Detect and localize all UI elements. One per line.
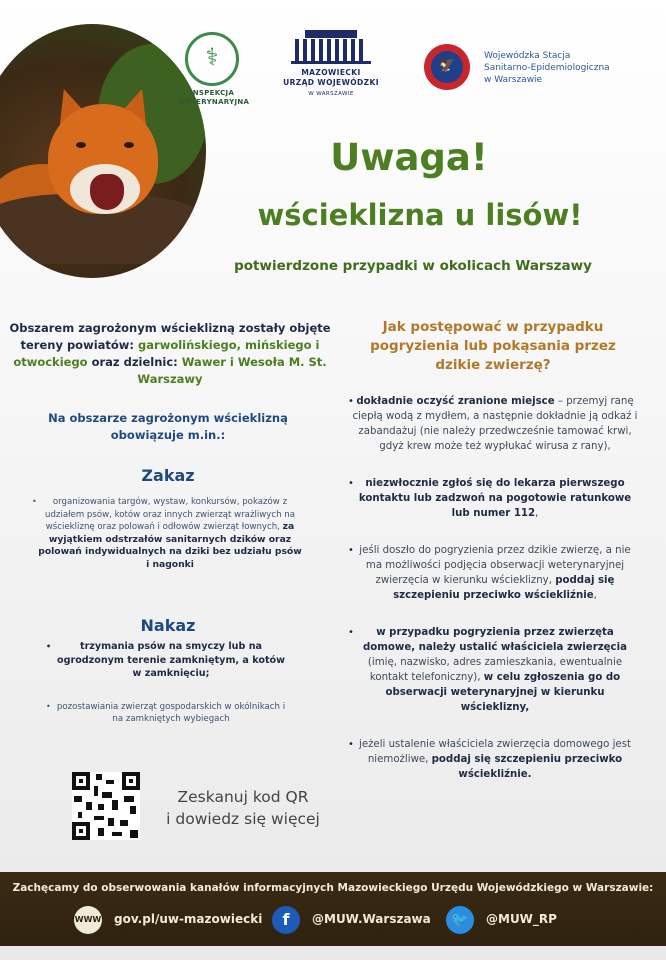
twitter-link[interactable]: @MUW_RP xyxy=(486,912,557,926)
qr-line1: Zeskanuj kod QR xyxy=(177,788,309,806)
vet-logo-line2: WETERYNARYJNA xyxy=(178,98,250,106)
vet-logo-line1: INSPEKCJA xyxy=(189,89,235,97)
headline-warning: Uwaga! xyxy=(330,136,488,179)
list-item: • pozostawiania zwierząt gospodarskich w okólnikach i na zamkniętych wybiegach xyxy=(46,701,286,724)
twitter-icon: 🐦 xyxy=(446,906,474,934)
muw-logo-line3: W WARSZAWIE xyxy=(308,91,354,97)
caduceus-icon: ⚕ xyxy=(205,43,219,71)
step4-bold2: w celu zgłoszenia go do obserwacji weterynaryjnej w kierunku wścieklizny, xyxy=(385,672,621,713)
muw-logo xyxy=(280,30,382,97)
facebook-icon: f xyxy=(272,906,300,934)
threatened-area-text xyxy=(4,320,336,388)
ban-list xyxy=(32,496,302,571)
sanepid-line3: w Warszawie xyxy=(484,75,543,85)
footer-banner xyxy=(0,872,666,946)
list-item: • trzymania psów na smyczy lub na ogrodzonym terenie zamkniętym, a kotów w zamknięciu; xyxy=(46,641,285,679)
order-item1: trzymania psów na smyczy lub na ogrodzonym terenie zamkniętym, a kotów w zamknięciu; xyxy=(57,641,285,679)
step1-text: – przemyj ranę ciepłą wodą z mydłem, a następnie dokładnie ją odkaź i zabandażuj (nie należy przedwcześnie tamować krwi, gdyż krew może też wypłukać wirusa z rany), xyxy=(352,396,638,452)
intro-districts: Wawer i Wesoła M. St. Warszawy xyxy=(137,355,327,386)
sanepid-line1: Wojewódzka Stacja xyxy=(484,51,571,61)
ban-exception: za wyjątkiem odstrzałów sanitarnych dzików oraz polowań indywidualnych na dziki bez udziału psów i nagonki xyxy=(38,521,302,570)
qr-code[interactable] xyxy=(72,772,140,840)
building-icon xyxy=(291,30,371,64)
step5-text: jeżeli ustalenie właściciela zwierzęcia domowego jest niemożliwe, xyxy=(358,739,631,765)
sanepid-line2: Sanitarno-Epidemiologiczna xyxy=(484,63,610,73)
sanepid-name xyxy=(484,50,634,86)
sanepid-logo xyxy=(424,44,470,90)
step3-end: , xyxy=(593,590,597,601)
order-heading: Nakaz xyxy=(140,616,196,635)
headline-rabies: wścieklizna u lisów! xyxy=(257,198,583,232)
intro-part1: Obszarem zagrożonym wścieklizną zostały objęte tereny powiatów: xyxy=(9,321,331,352)
step3-bold: poddaj się szczepieniu przeciwko wściekliźnie xyxy=(393,575,615,601)
step2-bold: niezwłocznie zgłoś się do lekarza pierwszego kontaktu lub zadzwoń na pogotowie ratunkowe lub numer 112 xyxy=(358,478,632,519)
eagle-icon: 🦅 xyxy=(438,57,456,73)
fox-photo xyxy=(0,24,206,278)
ban-text: organizowania targów, wystaw, konkursów, pokazów z udziałem psów, kotów oraz innych zwierząt wrażliwych na wściekliznę oraz polowań i odłowów zwierząt łownych, xyxy=(45,497,295,532)
qr-line2: i dowiedz się więcej xyxy=(166,810,320,828)
ban-heading: Zakaz xyxy=(141,466,195,485)
step5-bold: poddaj się szczepieniu przeciwko wściekliźnie. xyxy=(431,754,623,780)
intro-part3: oraz dzielnic: xyxy=(87,355,182,369)
step4-bold1: w przypadku pogryzienia przez zwierzęta domowe, należy ustalić właściciela zwierzęcia xyxy=(363,627,627,653)
subtitle: potwierdzone przypadki w okolicach Warszawy xyxy=(234,258,592,274)
list-item: • jeżeli ustalenie właściciela zwierzęcia domowego jest niemożliwe, poddaj się szczepieniu przeciwko wściekliźnie. xyxy=(348,739,631,780)
list-item: • jeśli doszło do pogryzienia przez dzikie zwierzę, a nie ma możliwości podjęcia obserwacji weterynaryjnej zwierzęcia w kierunku wścieklizny, poddaj się szczepieniu przeciwko wściekliźnie, xyxy=(348,545,631,601)
list-item: • w przypadku pogryzienia przez zwierzęta domowe, należy ustalić właściciela zwierzęcia (imię, nazwisko, adres zamieszkania, ewentualnie kontakt telefoniczny), w celu zgłoszenia go do obserwacji weterynaryjnej w kierunku wścieklizny, xyxy=(348,627,627,713)
facebook-link[interactable]: @MUW.Warszawa xyxy=(312,912,431,926)
order-list xyxy=(46,640,290,726)
veterinary-inspection-logo xyxy=(178,32,250,107)
step2-text: , xyxy=(535,508,539,519)
step4-text: (imię, nazwisko, adres zamieszkania, ewentualnie kontakt telefoniczny), xyxy=(367,657,623,683)
qr-caption xyxy=(160,786,326,830)
step1-bold: dokładnie oczyść zranione miejsce xyxy=(356,396,555,407)
muw-logo-line1: MAZOWIECKI xyxy=(301,68,361,77)
order-item2: pozostawiania zwierząt gospodarskich w okólnikach i na zamkniętych wybiegach xyxy=(56,701,286,724)
list-item: • dokładnie oczyść zranione miejsce – przemyj ranę ciepłą wodą z mydłem, a następnie dokładnie ją odkaź i zabandażuj (nie należy przedwcześnie tamować krwi, gdyż krew może też wypłukać wirusa z rany), xyxy=(348,396,638,452)
step3-text: jeśli doszło do pogryzienia przez dzikie zwierzę, a nie ma możliwości podjęcia obserwacji weterynaryjnej zwierzęcia w kierunku wścieklizny, xyxy=(359,545,631,586)
bite-instructions-heading: Jak postępować w przypadku pogryzienia lub pokąsania przez dzikie zwierzę? xyxy=(370,319,616,373)
footer-lead: Zachęcamy do obserwowania kanałów informacyjnych Mazowieckiego Urzędu Wojewódzkiego w Warszawie: xyxy=(12,882,654,894)
list-item: • organizowania targów, wystaw, konkursów, pokazów z udziałem psów, kotów oraz innych zwierząt wrażliwych na wściekliznę oraz polowań i odłowów zwierząt łownych, za wyjątkiem odstrzałów sanitarnych dzików oraz polowań indywidualnych na dziki bez udziału psów i nagonki xyxy=(32,497,302,570)
intro-counties: garwolińskiego, mińskiego i otwockiego xyxy=(13,338,320,369)
list-item: • niezwłocznie zgłoś się do lekarza pierwszego kontaktu lub zadzwoń na pogotowie ratunkowe lub numer 112, xyxy=(348,478,632,519)
obligations-lead: Na obszarze zagrożonym wścieklizną obowiązuje m.in.: xyxy=(48,411,288,442)
globe-icon: WWW xyxy=(74,906,102,934)
muw-logo-line2: URZĄD WOJEWÓDZKI xyxy=(283,78,379,87)
website-link[interactable]: gov.pl/uw-mazowiecki xyxy=(114,912,263,926)
bite-instructions-list xyxy=(350,394,640,782)
